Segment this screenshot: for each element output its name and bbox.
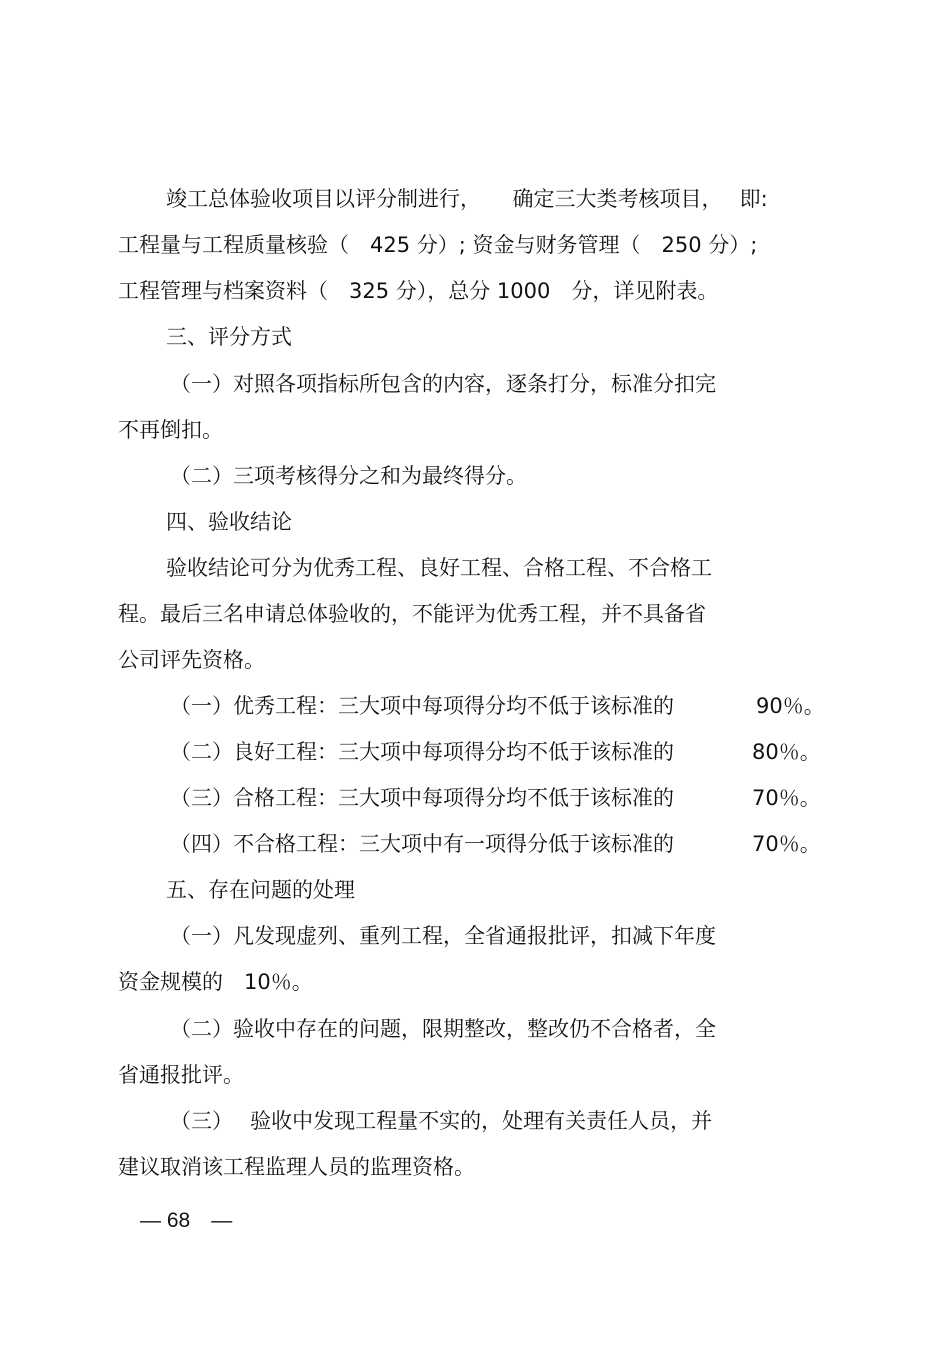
grade-fail-pct: 70％。	[752, 832, 821, 856]
section-5-item-3-line-2: 建议取消该工程监理人员的监理资格。	[118, 1155, 475, 1179]
intro-line-3: 工程管理与档案资料（ 325 分），总分 1000 分，详见附表。	[118, 279, 719, 303]
grade-good-pct: 80％。	[752, 740, 821, 764]
section-4-para-line-2: 程。最后三名申请总体验收的，不能评为优秀工程，并不具备省	[118, 602, 706, 626]
grade-pass-pct: 70％。	[752, 786, 821, 810]
intro-line-2: 工程量与工程质量核验（ 425 分）; 资金与财务管理（ 250 分）;	[118, 233, 758, 257]
section-4-heading: 四、验收结论	[166, 510, 292, 534]
section-5-item-1-line-2: 资金规模的 10％。	[118, 970, 313, 994]
section-3-item-1-line-1: （一）对照各项指标所包含的内容，逐条打分，标准分扣完	[170, 372, 716, 396]
grade-good-text: （二）良好工程：三大项中每项得分均不低于该标准的	[170, 740, 674, 764]
intro-line-1: 竣工总体验收项目以评分制进行， 确定三大类考核项目， 即:	[166, 187, 768, 211]
section-5-item-3-line-1: （三） 验收中发现工程量不实的，处理有关责任人员，并	[170, 1109, 713, 1133]
page-number: — 68 —	[140, 1209, 233, 1232]
section-3-item-1-line-2: 不再倒扣。	[118, 418, 223, 442]
grade-excellent-pct: 90％。	[756, 694, 825, 718]
grade-pass-text: （三）合格工程：三大项中每项得分均不低于该标准的	[170, 786, 674, 810]
grade-fail-text: （四）不合格工程：三大项中有一项得分低于该标准的	[170, 832, 674, 856]
section-3-item-2: （二）三项考核得分之和为最终得分。	[170, 464, 527, 488]
section-3-heading: 三、评分方式	[166, 325, 292, 349]
grade-excellent-text: （一）优秀工程：三大项中每项得分均不低于该标准的	[170, 694, 674, 718]
section-5-item-2-line-1: （二）验收中存在的问题，限期整改，整改仍不合格者，全	[170, 1017, 716, 1041]
section-5-item-2-line-2: 省通报批评。	[118, 1063, 244, 1087]
section-5-heading: 五、存在问题的处理	[166, 878, 355, 902]
section-5-item-1-line-1: （一）凡发现虚列、重列工程，全省通报批评，扣减下年度	[170, 924, 716, 948]
section-4-para-line-3: 公司评先资格。	[118, 648, 265, 672]
section-4-para-line-1: 验收结论可分为优秀工程、良好工程、合格工程、不合格工	[166, 556, 712, 580]
